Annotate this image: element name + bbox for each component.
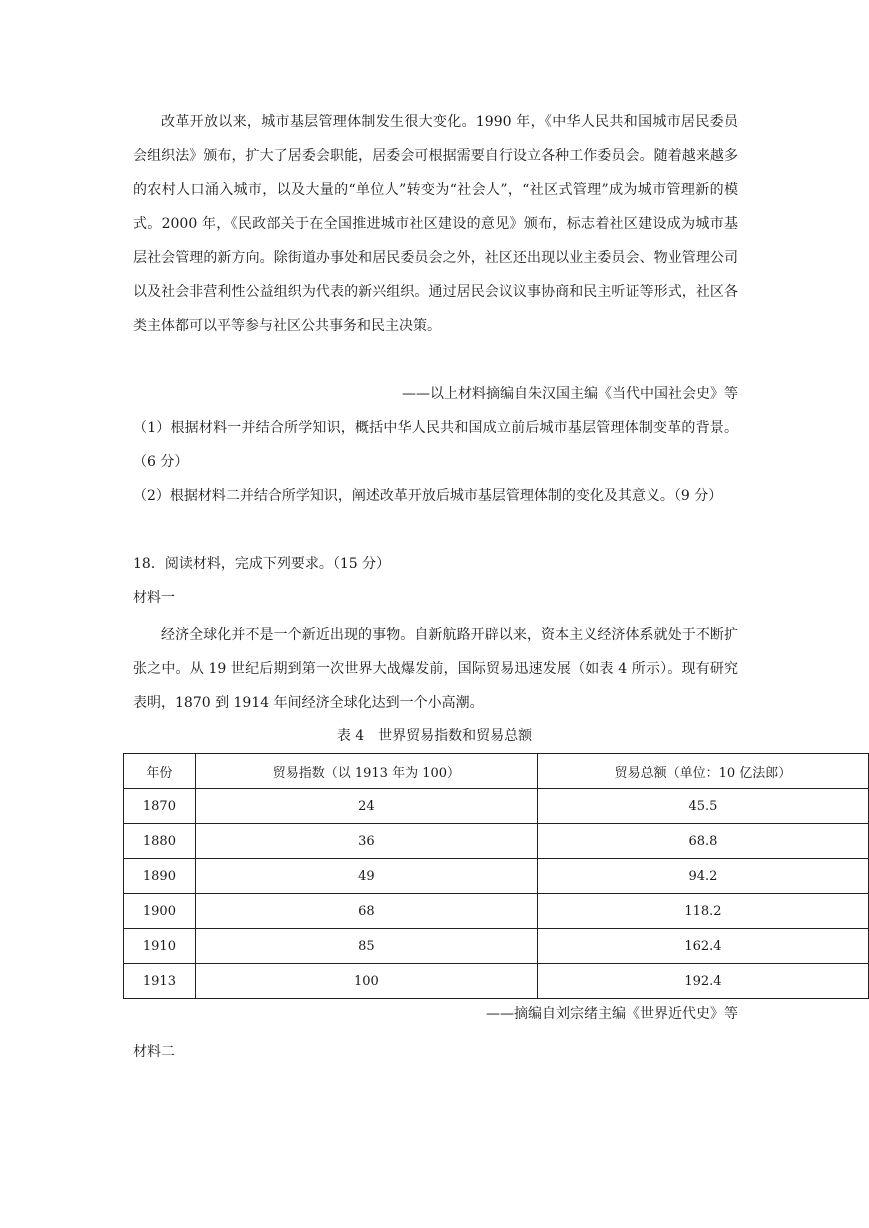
cell-year: 1890	[124, 859, 196, 894]
material-two-prev-source: ——以上材料摘编自朱汉国主编《当代中国社会史》等	[402, 386, 738, 402]
question-1-block	[133, 411, 738, 479]
question-2-block	[133, 479, 738, 513]
cell-trade-index: 36	[195, 824, 537, 859]
cell-year: 1913	[124, 964, 196, 999]
cell-trade-total: 192.4	[537, 964, 868, 999]
material-one-label-block	[133, 581, 738, 615]
cell-trade-index: 68	[195, 894, 537, 929]
material-two-label: 材料二	[133, 1044, 175, 1060]
cell-trade-total: 45.5	[537, 789, 868, 824]
table-header-row	[124, 754, 869, 789]
question-2: （2）根据材料二并结合所学知识，阐述改革开放后城市基层管理体制的变化及其意义。（9 分）	[133, 488, 723, 504]
material-two-prev-paragraph-block	[133, 105, 738, 343]
cell-trade-index: 49	[195, 859, 537, 894]
header-trade-index: 贸易指数（以 1913 年为 100）	[195, 754, 537, 789]
material-one-text: 经济全球化并不是一个新近出现的事物。自新航路开辟以来，资本主义经济体系就处于不断扩张之中。从 19 世纪后期到第一次世界大战爆发前，国际贸易迅速发展（如表 4 所示）。现有研究表明，1870 到 1914 年间经济全球化达到一个小高潮。	[133, 627, 738, 711]
header-year: 年份	[124, 754, 196, 789]
cell-trade-index: 100	[195, 964, 537, 999]
cell-year: 1870	[124, 789, 196, 824]
material-two-label-block	[133, 1035, 738, 1069]
table-row	[124, 859, 869, 894]
q18-heading: 18．阅读材料，完成下列要求。（15 分）	[133, 556, 391, 572]
table-source: ——摘编自刘宗绪主编《世界近代史》等	[486, 1006, 738, 1022]
cell-trade-total: 68.8	[537, 824, 868, 859]
cell-year: 1900	[124, 894, 196, 929]
material-one-label: 材料一	[133, 590, 175, 606]
material-one-text-block	[133, 618, 738, 720]
cell-trade-total: 118.2	[537, 894, 868, 929]
trade-table	[123, 753, 869, 999]
cell-trade-total: 162.4	[537, 929, 868, 964]
table-row	[124, 964, 869, 999]
table-row	[124, 929, 869, 964]
cell-trade-index: 24	[195, 789, 537, 824]
table-caption: 表 4 世界贸易指数和贸易总额	[336, 728, 533, 744]
question-1: （1）根据材料一并结合所学知识，概括中华人民共和国成立前后城市基层管理体制变革的背景。（6 分）	[133, 420, 738, 470]
table-row	[124, 824, 869, 859]
table-row	[124, 789, 869, 824]
table-row	[124, 894, 869, 929]
material-two-prev-paragraph: 改革开放以来，城市基层管理体制发生很大变化。1990 年，《中华人民共和国城市居民委员会组织法》颁布，扩大了居委会职能，居委会可根据需要自行设立各种工作委员会。随着越来越多的农村人口涌入城市，以及大量的“单位人”转变为“社会人”，“社区式管理”成为城市管理新的模式。2000 年，《民政部关于在全国推进城市社区建设的意见》颁布，标志着社区建设成为城市基层社会管理的新方向。除街道办事处和居民委员会之外，社区还出现以业主委员会、物业管理公司以及社会非营利性公益组织为代表的新兴组织。通过居民会议议事协商和民主听证等形式，社区各类主体都可以平等参与社区公共事务和民主决策。	[133, 114, 738, 334]
cell-trade-total: 94.2	[537, 859, 868, 894]
cell-trade-index: 85	[195, 929, 537, 964]
cell-year: 1880	[124, 824, 196, 859]
cell-year: 1910	[124, 929, 196, 964]
header-trade-total: 贸易总额（单位：10 亿法郎）	[537, 754, 868, 789]
q18-heading-block	[133, 547, 738, 581]
